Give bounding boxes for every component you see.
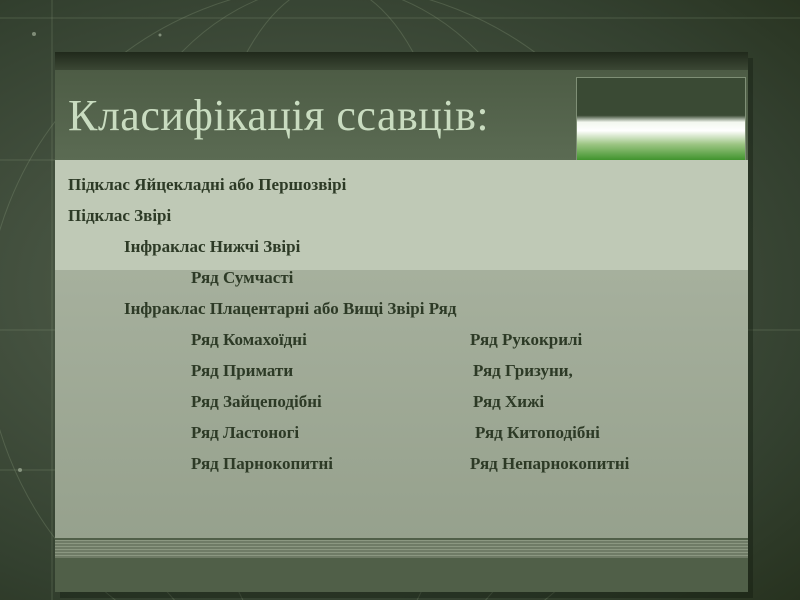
order-left-item: Ряд Зайцеподібні: [191, 392, 322, 411]
order-right-item: Ряд Рукокрилі: [470, 330, 583, 349]
order-right-item: Ряд Непарнокопитні: [470, 454, 630, 473]
line-infraclass-placental: Інфраклас Плацентарні або Вищі Звірі Ряд: [124, 299, 457, 318]
bottom-stripe-band: [55, 540, 748, 558]
line-subclass-monotremes: Підклас Яйцекладні або Першозвірі: [68, 175, 347, 194]
decorative-gradient-thumbnail: [576, 77, 746, 164]
order-left-item: Ряд Парнокопитні: [191, 454, 333, 473]
order-right-item: Ряд Китоподібні: [475, 423, 600, 442]
order-left-item: Ряд Комахоїдні: [191, 330, 307, 349]
order-left-item: Ряд Примати: [191, 361, 294, 380]
slide-top-band: [55, 52, 748, 70]
line-infraclass-lower: Інфраклас Нижчі Звірі: [124, 237, 301, 256]
slide-title: Класифікація ссавців:: [68, 91, 490, 140]
line-order-marsupials: Ряд Сумчасті: [191, 268, 294, 287]
order-right-item: Ряд Гризуни,: [473, 361, 573, 380]
line-subclass-theria: Підклас Звірі: [68, 206, 172, 225]
order-right-item: Ряд Хижі: [473, 392, 545, 411]
order-left-item: Ряд Ластоногі: [191, 423, 300, 442]
